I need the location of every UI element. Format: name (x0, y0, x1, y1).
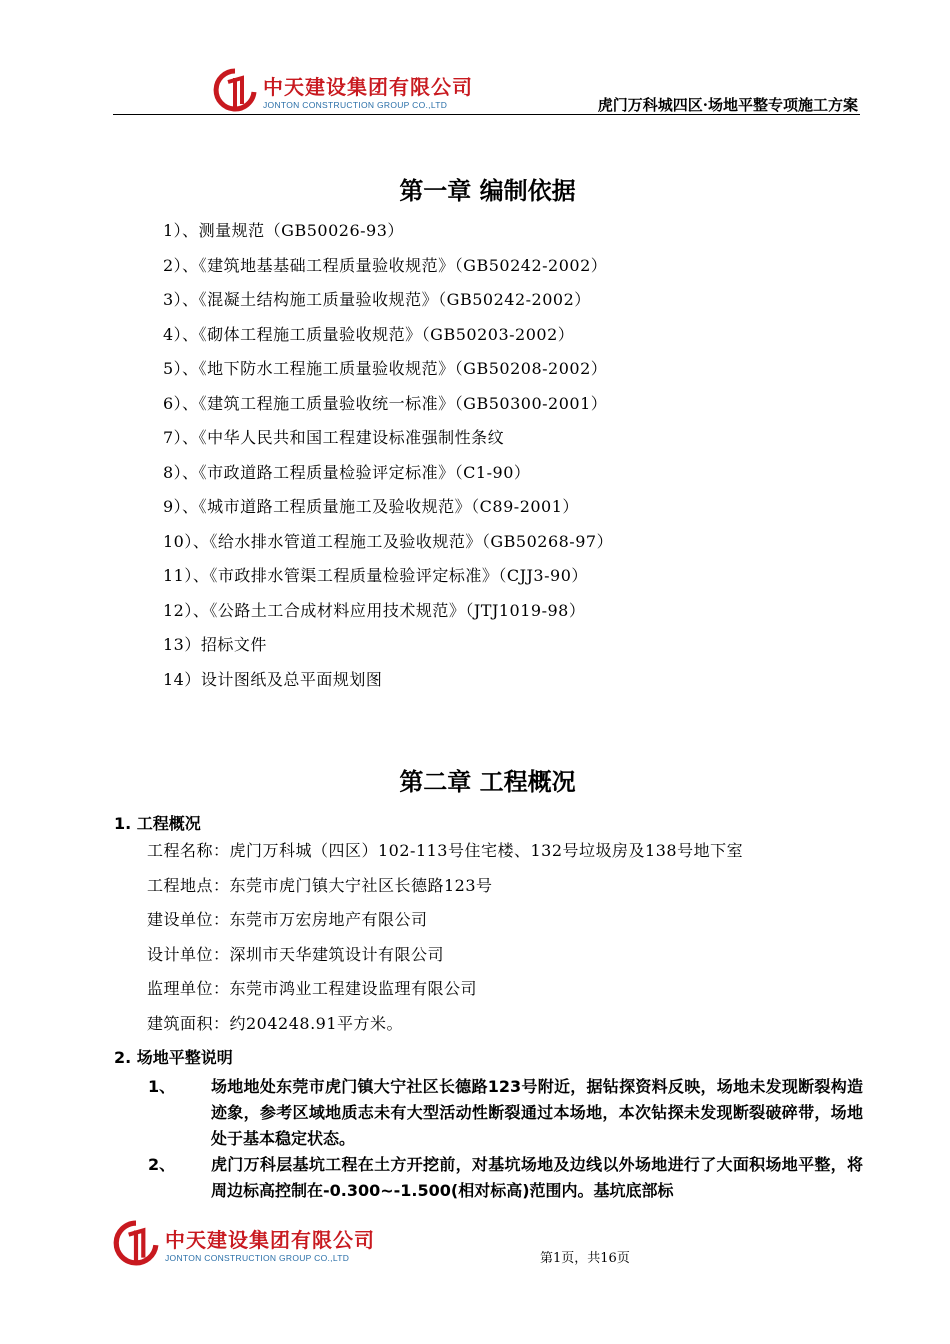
logo-company-name-en: JONTON CONSTRUCTION GROUP CO.,LTD (263, 99, 448, 110)
list-item: 13）招标文件 (163, 635, 267, 654)
list-item: 9）、《城市道路工程质量施工及验收规范》（C89-2001） (163, 497, 579, 516)
company-logo-icon (213, 68, 257, 112)
project-info-list (147, 839, 743, 1046)
document-title: 虎门万科城四区·场地平整专项施工方案 (597, 96, 858, 114)
list-item: 建设单位：东莞市万宏房地产有限公司 (147, 910, 428, 929)
list-item: 5）、《地下防水工程施工质量验收规范》（GB50208-2002） (163, 359, 608, 378)
list-item: 10）、《给水排水管道工程施工及验收规范》（GB50268-97） (163, 531, 614, 551)
paragraph (148, 1152, 863, 1204)
list-item: 6）、《建筑工程施工质量验收统一标准》（GB50300-2001） (163, 393, 608, 413)
list-item: 设计单位：深圳市天华建筑设计有限公司 (147, 944, 445, 964)
chapter2-title: 第二章 工程概况 (399, 768, 576, 796)
list-item: 监理单位：东莞市鸿业工程建设监理有限公司 (147, 979, 478, 998)
paragraph-number: 2、 (148, 1155, 176, 1174)
header-logo (213, 68, 473, 112)
footer-logo (113, 1220, 375, 1266)
list-item: 工程地点：东莞市虎门镇大宁社区长德路123号 (147, 875, 493, 895)
paragraph-text: 虎门万科层基坑工程在土方开挖前，对基坑场地及边线以外场地进行了大面积场地平整，将周边标高控制在-0.300~-1.500(相对标高)范围内。基坑底部标 (211, 1155, 863, 1200)
paragraph (148, 1074, 863, 1152)
reference-list (163, 219, 613, 702)
list-item: 4）、《砌体工程施工质量验收规范》（GB50203-2002） (163, 324, 575, 344)
list-item: 11）、《市政排水管渠工程质量检验评定标准》（CJJ3-90） (163, 566, 588, 585)
section2-heading: 2. 场地平整说明 (114, 1048, 233, 1067)
list-item: 3）、《混凝土结构施工质量验收规范》（GB50242-2002） (163, 290, 591, 309)
list-item: 7）、《中华人民共和国工程建设标准强制性条纹 (163, 428, 505, 447)
list-item: 建筑面积：约204248.91平方米。 (147, 1013, 404, 1033)
list-item: 8）、《市政道路工程质量检验评定标准》（C1-90） (163, 462, 531, 482)
list-item: 1）、测量规范（GB50026-93） (163, 221, 404, 240)
list-item: 2）、《建筑地基基础工程质量验收规范》（GB50242-2002） (163, 255, 608, 275)
paragraph-text: 场地地处东莞市虎门镇大宁社区长德路123号附近，据钻探资料反映，场地未发现断裂构造迹象，参考区域地质志未有大型活动性断裂通过本场地，本次钻探未发现断裂破碎带，场地处于基本稳定状态。 (211, 1077, 863, 1148)
list-item: 12）、《公路土工合成材料应用技术规范》（JTJ1019-98） (163, 600, 586, 620)
company-logo-icon (113, 1220, 159, 1266)
logo-company-name-cn: 中天建设集团有限公司 (263, 74, 473, 99)
chapter1-title: 第一章 编制依据 (399, 177, 576, 205)
page-number: 第1页，共16页 (540, 1251, 630, 1266)
section1-heading: 1. 工程概况 (114, 814, 201, 833)
paragraph-number: 1、 (148, 1077, 176, 1096)
list-item: 14）设计图纸及总平面规划图 (163, 669, 383, 689)
list-item: 工程名称：虎门万科城（四区）102-113号住宅楼、132号垃圾房及138号地下室 (147, 841, 744, 860)
logo-company-name-cn: 中天建设集团有限公司 (165, 1227, 375, 1252)
logo-company-name-en: JONTON CONSTRUCTION GROUP CO.,LTD (165, 1252, 350, 1263)
header-divider (113, 114, 860, 115)
